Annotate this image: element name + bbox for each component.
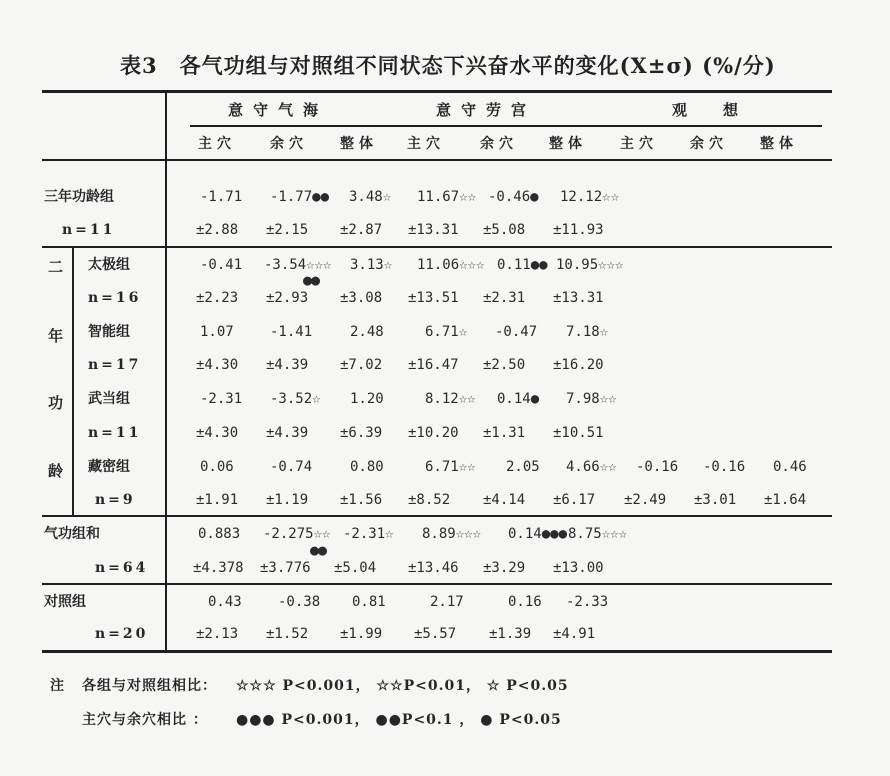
mean-cell: -2.33	[566, 594, 609, 610]
row-label: 太极组	[88, 257, 130, 273]
sd-cell: ±3.29	[483, 560, 526, 576]
sd-cell: ±1.52	[266, 626, 309, 642]
sd-cell: ±8.52	[408, 492, 451, 508]
mean-cell: 12.12☆☆	[560, 189, 620, 205]
mean-cell: -0.16	[636, 459, 679, 475]
mean-cell: 0.43	[208, 594, 242, 610]
group-header-qihai: 意守气海	[228, 101, 329, 119]
side-label-char: 功	[48, 394, 64, 412]
group-header-guanxiang: 观想	[672, 101, 775, 119]
row-label: 三年功龄组	[44, 189, 114, 205]
mean-cell: 8.75☆☆☆	[568, 526, 628, 542]
table-caption	[120, 50, 776, 80]
sd-cell: ±3.08	[340, 290, 383, 306]
mean-cell: 0.14●	[497, 391, 540, 407]
note-line2: ●●● P<0.001， ●●P<0.1 ， ● P<0.05	[236, 712, 562, 728]
bottom-rule	[42, 650, 832, 653]
mean-cell: -3.52☆	[270, 391, 321, 407]
sd-cell: ±13.00	[553, 560, 604, 576]
sd-cell: ±16.20	[553, 357, 604, 373]
subheader: 余穴	[270, 136, 308, 152]
mean-cell: 11.67☆☆	[417, 189, 477, 205]
row-label: 藏密组	[88, 459, 130, 475]
side-divider-rule	[72, 248, 74, 515]
sd-cell: ±2.87	[340, 222, 383, 238]
sd-cell: ±3.01	[694, 492, 737, 508]
mean-cell: -0.38	[278, 594, 321, 610]
row-n: n=17	[88, 357, 142, 373]
sd-cell: ±4.39	[266, 425, 309, 441]
mean-cell: 0.883	[198, 526, 241, 542]
sd-cell: ±13.31	[408, 222, 459, 238]
sd-cell: ±4.30	[196, 357, 239, 373]
mean-cell: 8.89☆☆☆	[422, 526, 482, 542]
sd-cell: ±1.39	[489, 626, 532, 642]
mean-cell: 8.12☆☆	[425, 391, 476, 407]
sd-cell: ±10.51	[553, 425, 604, 441]
mean-cell: 0.81	[352, 594, 386, 610]
sd-cell: ±2.88	[196, 222, 239, 238]
mean-cell: 6.71☆	[425, 324, 468, 340]
subheader: 余穴	[480, 136, 518, 152]
sd-cell: ±3.776	[260, 560, 311, 576]
subheader: 余穴	[690, 136, 728, 152]
table-title: 各气功组与对照组不同状态下兴奋水平的变化(X±σ) (%/分)	[179, 53, 776, 78]
sd-cell: ±4.39	[266, 357, 309, 373]
note-marker: 注	[50, 678, 65, 694]
mean-cell: -2.275☆☆	[263, 526, 331, 542]
mean-cell: 3.48☆	[349, 189, 392, 205]
mean-cell: 3.13☆	[350, 257, 393, 273]
section-rule-3	[42, 583, 832, 585]
sd-cell: ±13.51	[408, 290, 459, 306]
sd-cell: ±6.17	[553, 492, 596, 508]
sd-cell: ±7.02	[340, 357, 383, 373]
sd-cell: ±4.30	[196, 425, 239, 441]
mean-cell: 1.20	[350, 391, 384, 407]
row-n: n=9	[95, 492, 136, 508]
group-underline-rule	[190, 125, 822, 127]
label-divider-rule	[165, 92, 167, 652]
sd-cell: ±6.39	[340, 425, 383, 441]
subheader: 主穴	[198, 136, 236, 152]
mean-cell: 0.16	[508, 594, 542, 610]
mean-cell: 6.71☆☆	[425, 459, 476, 475]
subheader: 整体	[760, 136, 798, 152]
sd-cell: ±4.378	[193, 560, 244, 576]
sd-cell: ±10.20	[408, 425, 459, 441]
mean-cell: 1.07	[200, 324, 234, 340]
subheader: 主穴	[620, 136, 658, 152]
side-label-char: 二	[48, 258, 64, 276]
sd-cell: ±2.50	[483, 357, 526, 373]
sd-cell: ±11.93	[553, 222, 604, 238]
note-line1-label: 各组与对照组相比：	[82, 678, 217, 694]
sd-cell: ±4.14	[483, 492, 526, 508]
mean-cell: -0.16	[703, 459, 746, 475]
mean-cell: -1.71	[200, 189, 243, 205]
mean-cell: 10.95☆☆☆	[556, 257, 624, 273]
sd-cell: ±2.93	[266, 290, 309, 306]
sd-cell: ±1.99	[340, 626, 383, 642]
sd-cell: ±2.15	[266, 222, 309, 238]
header-bottom-rule	[42, 159, 832, 161]
mean-cell: 0.80	[350, 459, 384, 475]
sd-cell: ±5.08	[483, 222, 526, 238]
sd-cell: ±1.56	[340, 492, 383, 508]
mean-cell: 11.06☆☆☆	[417, 257, 485, 273]
mean-cell: -0.47	[495, 324, 538, 340]
significance-dots: ●●	[303, 271, 320, 289]
section-rule-1	[42, 246, 832, 248]
mean-cell: -2.31☆	[343, 526, 394, 542]
significance-dots: ●●	[310, 541, 327, 559]
mean-cell: 7.18☆	[566, 324, 609, 340]
mean-cell: 2.05	[506, 459, 540, 475]
row-n: n=20	[95, 626, 149, 642]
mean-cell: -0.74	[270, 459, 313, 475]
subheader: 整体	[549, 136, 587, 152]
mean-cell: 2.17	[430, 594, 464, 610]
row-label: 武当组	[88, 391, 130, 407]
mean-cell: 0.46	[773, 459, 807, 475]
mean-cell: -0.41	[200, 257, 243, 273]
row-label: 气功组和	[44, 526, 100, 542]
row-label: 智能组	[88, 324, 130, 340]
sd-cell: ±13.31	[553, 290, 604, 306]
side-label-char: 龄	[48, 462, 64, 480]
subheader: 整体	[340, 136, 378, 152]
mean-cell: 0.06	[200, 459, 234, 475]
table-number: 表3	[120, 53, 158, 78]
sd-cell: ±13.46	[408, 560, 459, 576]
group-header-laogong: 意守劳宫	[436, 101, 537, 119]
mean-cell: 2.48	[350, 324, 384, 340]
note-line1: ☆☆☆ P<0.001， ☆☆P<0.01， ☆ P<0.05	[236, 678, 569, 694]
sd-cell: ±16.47	[408, 357, 459, 373]
sd-cell: ±1.19	[266, 492, 309, 508]
side-label-char: 年	[48, 327, 64, 345]
row-n: n=16	[88, 290, 142, 306]
mean-cell: -1.41	[270, 324, 313, 340]
mean-cell: 7.98☆☆	[566, 391, 617, 407]
row-n: n=11	[62, 222, 116, 238]
sd-cell: ±1.91	[196, 492, 239, 508]
note-line2-label: 主穴与余穴相比 ：	[82, 712, 208, 728]
mean-cell: 0.11●●	[497, 257, 548, 273]
top-rule	[42, 90, 832, 93]
sd-cell: ±4.91	[553, 626, 596, 642]
sd-cell: ±2.13	[196, 626, 239, 642]
row-n: n=64	[95, 560, 149, 576]
sd-cell: ±2.49	[624, 492, 667, 508]
mean-cell: -0.46●	[488, 189, 539, 205]
sd-cell: ±2.31	[483, 290, 526, 306]
row-label: 对照组	[44, 594, 86, 610]
subheader: 主穴	[407, 136, 445, 152]
sd-cell: ±2.23	[196, 290, 239, 306]
mean-cell: -3.54☆☆☆	[264, 257, 332, 273]
mean-cell: 4.66☆☆	[566, 459, 617, 475]
mean-cell: 0.14●●●	[508, 526, 568, 542]
section-rule-2	[42, 515, 832, 517]
sd-cell: ±5.04	[334, 560, 377, 576]
sd-cell: ±1.31	[483, 425, 526, 441]
row-n: n=11	[88, 425, 142, 441]
mean-cell: -2.31	[200, 391, 243, 407]
sd-cell: ±5.57	[414, 626, 457, 642]
sd-cell: ±1.64	[764, 492, 807, 508]
mean-cell: -1.77●●	[270, 189, 330, 205]
